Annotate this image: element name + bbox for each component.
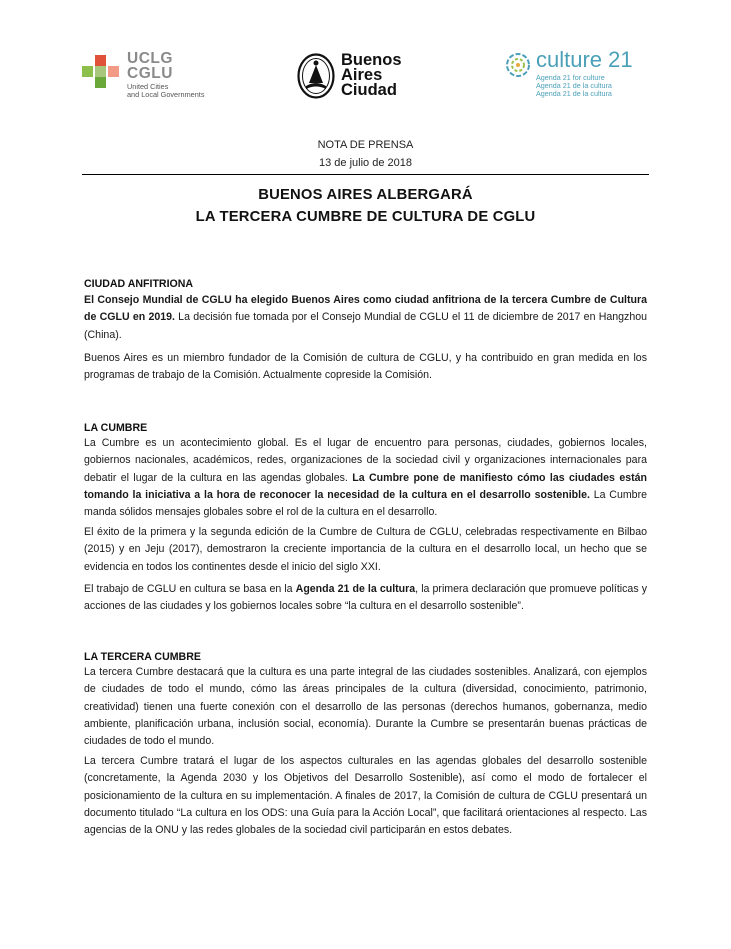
paragraph-text: La Cumbre es un acontecimiento global. Es el lugar de encuentro para personas, ciudades, gobiernos locales, gobiernos nacionales, académicos, redes, organizaciones de la sociedad civil y organizaciones internacionales para debatir el lugar de la cultura en las agendas globales. (84, 437, 647, 484)
ba-line1: Buenos (341, 51, 402, 69)
paragraph: Buenos Aires es un miembro fundador de la Comisión de cultura de CGLU, y ha contribuido en gran medida en los programas de trabajo de la Comisión. Actualmente copreside la Comisión. (84, 352, 647, 382)
uclg-sub2: and Local Governments (127, 90, 205, 99)
ba-line2: Aires (341, 66, 383, 84)
section-title-ciudad-anfitriona: CIUDAD ANFITRIONA (84, 278, 194, 290)
c21-sub3: Agenda 21 de la cultura (536, 89, 612, 99)
headline-line2: LA TERCERA CUMBRE DE CULTURA DE CGLU (195, 209, 536, 225)
globe-icon (505, 52, 531, 78)
c21-sub1: Agenda 21 for culture (536, 73, 605, 82)
section-title-la-tercera-cumbre: LA TERCERA CUMBRE (84, 651, 201, 663)
headline-line1: BUENOS AIRES ALBERGARÁ (258, 187, 473, 203)
uclg-sub1: United Cities (127, 82, 169, 91)
paragraph-text: , la primera declaración que promueve políticas y acciones de las ciudades y los gobiernos locales sobre “la cultura en el desarrollo sostenible”. (84, 583, 647, 613)
culture21-logo (505, 48, 645, 103)
c21-title: culture 21 (536, 47, 633, 72)
paragraph-bold: La Cumbre pone de manifiesto cómo las ciudades están tomando la iniciativa a la hora de reconocer la necesidad de la cultura en el desarrollo sostenible. (84, 471, 647, 501)
paragraph-text: El trabajo de CGLU en cultura se basa en la (84, 583, 296, 595)
buenos-aires-logo (297, 53, 417, 103)
paragraph: La tercera Cumbre tratará el lugar de los aspectos culturales en las agendas globales del desarrollo sostenible (concretamente, la Agenda 2030 y los Objetivos del Desarrollo Sostenible), así como el modo de fortalecer el posicionamiento de la cultura en su implementación. A finales de 2017, la Comisión de cultura de CGLU presentará un documento titulado “La cultura en los ODS: una Guía para la Acción Local”, que facilitará orientaciones al respecto. Las agencias de la ONU y las redes globales de la sociedad civil participarán en estos debates. (84, 755, 647, 837)
press-label: NOTA DE PRENSA (317, 139, 414, 151)
paragraph (84, 292, 647, 344)
paragraph (84, 581, 647, 616)
press-date: 13 de julio de 2018 (319, 157, 412, 169)
city-seal-icon (297, 53, 335, 99)
header-divider (82, 174, 649, 175)
uclg-line1: UCLG (127, 50, 173, 67)
section-title-la-cumbre: LA CUMBRE (84, 422, 148, 434)
paragraph: La tercera Cumbre destacará que la cultura es una parte integral de las ciudades sostenibles. Analizará, con ejemplos de ciudades de todo el mundo, cómo las áreas principales de la cultura (diversidad, conocimiento, patrimonio, creatividad) tienen una fuerte conexión con el desarrollo de las personas (derechos humanos, gobernanza, medio ambiente, planificación urbana, inclusión social, economía). Durante la Cumbre se presentarán buenas prácticas de ciudades de todo el mundo. (84, 666, 647, 748)
uclg-line2: CGLU (127, 65, 173, 82)
c21-sub2: Agenda 21 de la cultura (536, 81, 612, 91)
paragraph-text: La Cumbre manda sólidos mensajes globales sobre el rol de la cultura en el desarrollo. (84, 488, 647, 519)
paragraph-bold: El Consejo Mundial de CGLU ha elegido Buenos Aires como ciudad anfitriona de la tercera Cumbre de Cultura de CGLU en 2019. (84, 294, 647, 324)
paragraph-text: La decisión fue tomada por el Consejo Mundial de CGLU el 11 de diciembre de 2017 en Hangzhou (China). (84, 311, 648, 341)
paragraph-bold: Agenda 21 de la cultura (295, 583, 416, 595)
paragraph (84, 435, 647, 521)
uclg-logo (82, 51, 212, 103)
uclg-mark-icon (82, 55, 120, 89)
ba-line3: Ciudad (341, 81, 397, 99)
paragraph: El éxito de la primera y la segunda edición de la Cumbre de Cultura de CGLU, celebradas respectivamente en Bilbao (2015) y en Jeju (2017), demostraron la creciente importancia de la cultura en el desarrollo local, un hecho que se evidencia en todos los continentes desde el inicio del siglo XXI. (84, 526, 647, 573)
